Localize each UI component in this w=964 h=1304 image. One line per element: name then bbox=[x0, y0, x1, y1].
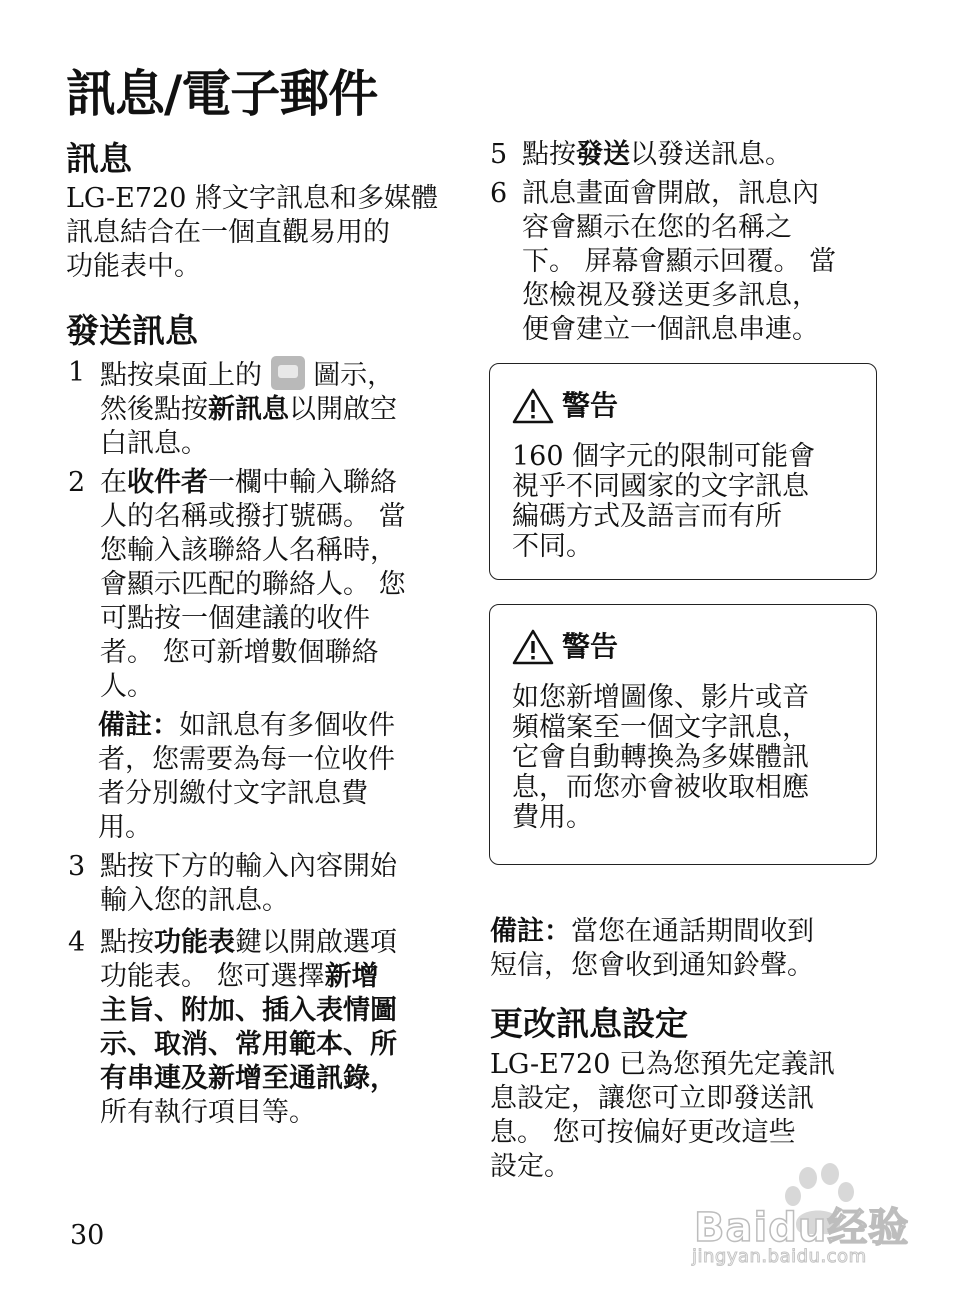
step-text: 以發送訊息。 bbox=[630, 139, 792, 170]
step-text: 輸入您的訊息。 bbox=[100, 885, 289, 916]
warning-line: 編碼方式及語言而有所 bbox=[512, 501, 782, 532]
step-text: 訊息畫面會開啟，訊息內 bbox=[522, 178, 819, 209]
step-number: 1 bbox=[68, 357, 86, 388]
step-number: 3 bbox=[68, 851, 86, 882]
step-text: 在 bbox=[100, 467, 127, 498]
section-heading-send: 發送訊息 bbox=[66, 311, 198, 350]
step-text: 下。 屏幕會顯示回覆。 當 bbox=[522, 246, 837, 277]
page-title: 訊息/電子郵件 bbox=[66, 65, 378, 123]
warning-line: 不同。 bbox=[512, 531, 593, 562]
step-text: 容會顯示在您的名稱之 bbox=[522, 212, 792, 243]
menu-key-term: 功能表 bbox=[154, 927, 235, 958]
note-label: 備註： bbox=[490, 916, 571, 947]
note-multiple-recipients bbox=[98, 709, 458, 845]
warning-line: 視乎不同國家的文字訊息 bbox=[512, 471, 809, 502]
step-text: 點按 bbox=[522, 139, 576, 170]
warning-text bbox=[512, 683, 862, 833]
send-term: 發送 bbox=[576, 139, 630, 170]
step-5 bbox=[490, 138, 890, 178]
step-4 bbox=[68, 926, 458, 1136]
step-text: 點按桌面上的 bbox=[100, 360, 262, 391]
step-text: 者。 您可新增數個聯絡 bbox=[100, 637, 379, 668]
step-6 bbox=[490, 177, 890, 352]
step-number: 2 bbox=[68, 467, 86, 498]
messaging-app-icon bbox=[271, 356, 305, 390]
page-number: 30 bbox=[70, 1220, 105, 1251]
warning-line: 費用。 bbox=[512, 802, 593, 833]
intro-line: 功能表中。 bbox=[66, 251, 201, 282]
step-text: 白訊息。 bbox=[100, 428, 208, 459]
note-call-notification bbox=[490, 915, 890, 983]
warning-header bbox=[512, 627, 618, 667]
step-2 bbox=[68, 466, 458, 706]
settings-line: 設定。 bbox=[490, 1151, 571, 1182]
new-message-term: 新訊息 bbox=[208, 394, 289, 425]
warning-title: 警告 bbox=[562, 389, 619, 422]
baidu-url: jingyan.baidu.com bbox=[692, 1246, 867, 1267]
step-text: 功能表。 您可選擇 bbox=[100, 961, 325, 992]
warning-box-mms-conversion bbox=[489, 604, 877, 865]
step-text: 點按 bbox=[100, 927, 154, 958]
note-text: 如訊息有多個收件 bbox=[179, 710, 395, 741]
step-text: 會顯示匹配的聯絡人。 您 bbox=[100, 569, 406, 600]
option-term: 示、取消、常用範本、所 bbox=[100, 1029, 397, 1060]
warning-line: 頻檔案至一個文字訊息， bbox=[512, 712, 809, 743]
settings-line: LG-E720 已為您預先定義訊 bbox=[490, 1049, 835, 1080]
note-text: 者，您需要為每一位收件 bbox=[98, 744, 395, 775]
warning-line: 息，而您亦會被收取相應 bbox=[512, 772, 809, 803]
warning-line: 它會自動轉換為多媒體訊 bbox=[512, 742, 809, 773]
step-text: 人。 bbox=[100, 671, 154, 702]
step-text: 一欄中輸入聯絡 bbox=[208, 467, 397, 498]
step-text: 您輸入該聯絡人名稱時， bbox=[100, 535, 397, 566]
warning-line: 160 個字元的限制可能會 bbox=[512, 441, 816, 472]
warning-triangle-icon bbox=[512, 629, 554, 665]
note-text: 當您在通話期間收到 bbox=[571, 916, 814, 947]
option-term: 有串連及新增至通訊錄， bbox=[100, 1063, 397, 1094]
warning-header bbox=[512, 386, 618, 426]
warning-box-char-limit bbox=[489, 363, 877, 580]
recipient-term: 收件者 bbox=[127, 467, 208, 498]
step-text: 您檢視及發送更多訊息， bbox=[522, 280, 819, 311]
option-term: 新增 bbox=[324, 961, 379, 992]
note-text: 短信，您會收到通知鈴聲。 bbox=[490, 950, 814, 981]
note-text: 用。 bbox=[98, 812, 152, 843]
step-text: 所有執行項目等。 bbox=[100, 1097, 316, 1128]
step-text: 以開啟空 bbox=[289, 394, 397, 425]
step-text: 然後點按 bbox=[100, 394, 208, 425]
intro-line: LG-E720 將文字訊息和多媒體 bbox=[66, 183, 438, 214]
step-text: 便會建立一個訊息串連。 bbox=[522, 314, 819, 345]
section-heading-messages: 訊息 bbox=[66, 139, 132, 178]
settings-line: 息設定，讓您可立即發送訊 bbox=[490, 1083, 814, 1114]
step-text: 可點按一個建議的收件 bbox=[100, 603, 370, 634]
note-label: 備註： bbox=[98, 710, 179, 741]
note-text: 者分別繳付文字訊息費 bbox=[98, 778, 368, 809]
baidu-watermark bbox=[690, 1162, 920, 1272]
warning-title: 警告 bbox=[562, 630, 619, 663]
messages-intro bbox=[66, 182, 438, 284]
step-text: 鍵以開啟選項 bbox=[235, 927, 397, 958]
warning-line: 如您新增圖像、影片或音 bbox=[512, 682, 809, 713]
step-1 bbox=[68, 356, 458, 466]
settings-line: 息。 您可按偏好更改這些 bbox=[490, 1117, 796, 1148]
warning-text bbox=[512, 442, 862, 562]
step-text: 點按下方的輸入內容開始 bbox=[100, 851, 397, 882]
step-number: 6 bbox=[490, 178, 508, 209]
step-text: 人的名稱或撥打號碼。 當 bbox=[100, 501, 406, 532]
step-text: 圖示， bbox=[313, 360, 395, 391]
intro-line: 訊息結合在一個直觀易用的 bbox=[66, 217, 390, 248]
step-3 bbox=[68, 850, 458, 920]
option-term: 主旨、附加、插入表情圖 bbox=[100, 995, 397, 1026]
baidu-logo-text: Baidu经验 bbox=[694, 1205, 910, 1251]
step-number: 5 bbox=[490, 139, 508, 170]
section-heading-settings: 更改訊息設定 bbox=[490, 1004, 688, 1043]
step-number: 4 bbox=[68, 927, 86, 958]
warning-triangle-icon bbox=[512, 388, 554, 424]
